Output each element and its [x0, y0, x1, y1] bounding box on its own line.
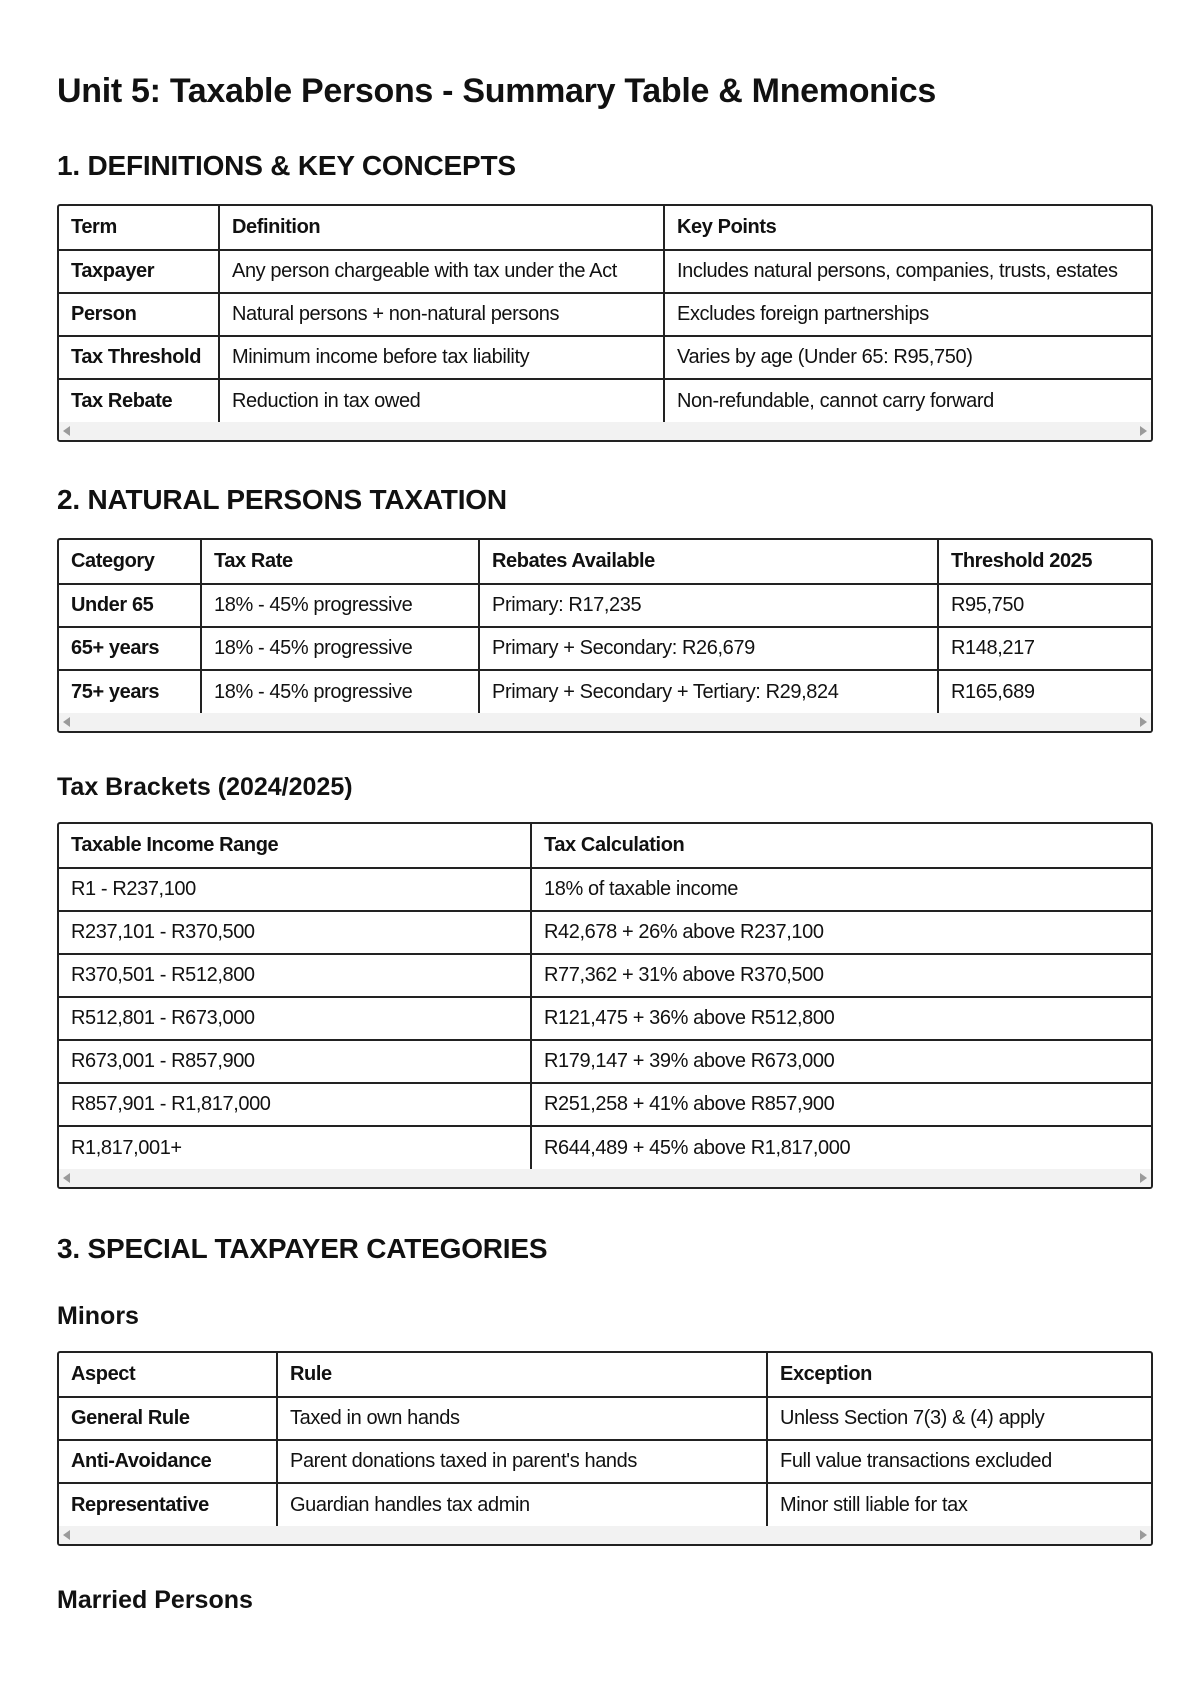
table-cell: Any person chargeable with tax under the Act: [219, 250, 664, 293]
table-cell: Anti-Avoidance: [59, 1440, 277, 1483]
table-cell: Natural persons + non-natural persons: [219, 293, 664, 336]
table-cell: R644,489 + 45% above R1,817,000: [544, 1136, 851, 1159]
table-cell: R179,147 + 39% above R673,000: [531, 1040, 1151, 1083]
table-row: [59, 1440, 1151, 1483]
table-cell: R512,801 - R673,000: [59, 997, 531, 1040]
table-row: [59, 868, 1151, 911]
horizontal-scrollbar[interactable]: [59, 422, 1151, 440]
table-row: [59, 670, 1151, 713]
column-header: Tax Rate: [201, 540, 479, 584]
table-cell: R251,258 + 41% above R857,900: [531, 1083, 1151, 1126]
section-heading-natural-persons: 2. NATURAL PERSONS TAXATION: [57, 484, 507, 515]
section-heading-special-categories: 3. SPECIAL TAXPAYER CATEGORIES: [57, 1233, 548, 1264]
table-cell: General Rule: [59, 1397, 277, 1440]
scroll-right-icon[interactable]: [1140, 1173, 1147, 1183]
natural-persons-table: [59, 540, 1151, 713]
table-cell: R1 - R237,100: [59, 868, 531, 911]
table-cell: Parent donations taxed in parent's hands: [277, 1440, 767, 1483]
table-row: [59, 379, 1151, 422]
table-cell: Excludes foreign partnerships: [664, 293, 1151, 336]
table-cell: Taxpayer: [59, 250, 219, 293]
table-cell: 18% of taxable income: [531, 868, 1151, 911]
table-row: [59, 954, 1151, 997]
table-row: [59, 1083, 1151, 1126]
scroll-right-icon[interactable]: [1140, 1530, 1147, 1540]
table-row: [59, 1040, 1151, 1083]
table-cell: 18% - 45% progressive: [201, 584, 479, 627]
table-row: [59, 1397, 1151, 1440]
scroll-right-icon[interactable]: [1140, 426, 1147, 436]
column-header: Taxable Income Range: [59, 824, 531, 868]
table-cell: Full value transactions excluded: [767, 1440, 1151, 1483]
table-header-row: [59, 206, 1151, 250]
table-cell: 65+ years: [59, 627, 201, 670]
horizontal-scrollbar[interactable]: [59, 1526, 1151, 1544]
table-cell: R1,817,001+: [59, 1126, 531, 1169]
column-header: Tax Calculation: [531, 824, 1151, 868]
tax-brackets-table-container: [57, 822, 1153, 1189]
table-row: [59, 336, 1151, 379]
table-cell: Reduction in tax owed: [219, 379, 664, 422]
scroll-left-icon[interactable]: [63, 1530, 70, 1540]
column-header: Exception: [767, 1353, 1151, 1397]
column-header: Key Points: [664, 206, 1151, 250]
table-cell: Tax Rebate: [59, 379, 219, 422]
column-header: Threshold 2025: [938, 540, 1151, 584]
table-cell: Tax Threshold: [59, 336, 219, 379]
table-cell: R237,101 - R370,500: [59, 911, 531, 954]
table-row: [59, 584, 1151, 627]
table-header-row: [59, 540, 1151, 584]
scroll-left-icon[interactable]: [63, 717, 70, 727]
table-cell: Guardian handles tax admin: [277, 1483, 767, 1526]
column-header: Aspect: [59, 1353, 277, 1397]
table-cell: Taxed in own hands: [277, 1397, 767, 1440]
table-cell: R370,501 - R512,800: [59, 954, 531, 997]
column-header: Category: [59, 540, 201, 584]
table-cell: Representative: [59, 1483, 277, 1526]
table-row: [59, 293, 1151, 336]
subheading-married-persons: Married Persons: [57, 1586, 253, 1614]
subheading-tax-brackets: Tax Brackets (2024/2025): [57, 773, 353, 801]
table-row: [59, 627, 1151, 670]
table-cell: 18% - 45% progressive: [201, 627, 479, 670]
table-cell: Includes natural persons, companies, trusts, estates: [664, 250, 1151, 293]
horizontal-scrollbar[interactable]: [59, 713, 1151, 731]
table-cell: 18% - 45% progressive: [201, 670, 479, 713]
column-header: Definition: [219, 206, 664, 250]
table-header-row: [59, 824, 1151, 868]
scroll-left-icon[interactable]: [63, 426, 70, 436]
definitions-table: [59, 206, 1151, 422]
table-cell: Under 65: [59, 584, 201, 627]
column-header: Term: [59, 206, 219, 250]
table-cell: 75+ years: [59, 670, 201, 713]
table-row: [59, 1483, 1151, 1526]
table-row: [59, 1126, 1151, 1169]
column-header: Rule: [277, 1353, 767, 1397]
tax-brackets-table: [59, 824, 1151, 1169]
table-cell: Primary: R17,235: [479, 584, 938, 627]
page-title: Unit 5: Taxable Persons - Summary Table & Mnemonics: [57, 72, 937, 110]
table-row: [59, 997, 1151, 1040]
table-cell: R77,362 + 31% above R370,500: [531, 954, 1151, 997]
table-cell: R121,475 + 36% above R512,800: [531, 997, 1151, 1040]
table-cell: Unless Section 7(3) & (4) apply: [767, 1397, 1151, 1440]
definitions-table-container: [57, 204, 1153, 442]
scroll-left-icon[interactable]: [63, 1173, 70, 1183]
table-cell: Minor still liable for tax: [780, 1493, 968, 1516]
natural-persons-table-container: [57, 538, 1153, 733]
table-cell: R857,901 - R1,817,000: [59, 1083, 531, 1126]
minors-table-container: [57, 1351, 1153, 1546]
table-cell: Varies by age (Under 65: R95,750): [664, 336, 1151, 379]
table-cell: Person: [59, 293, 219, 336]
table-cell: R673,001 - R857,900: [59, 1040, 531, 1083]
table-cell: R165,689: [951, 680, 1035, 703]
section-heading-definitions: 1. DEFINITIONS & KEY CONCEPTS: [57, 150, 516, 181]
table-row: [59, 250, 1151, 293]
table-cell: Non-refundable, cannot carry forward: [677, 389, 994, 412]
horizontal-scrollbar[interactable]: [59, 1169, 1151, 1187]
subheading-minors: Minors: [57, 1302, 139, 1330]
table-cell: R95,750: [938, 584, 1151, 627]
table-cell: Minimum income before tax liability: [219, 336, 664, 379]
table-cell: R148,217: [938, 627, 1151, 670]
scroll-right-icon[interactable]: [1140, 717, 1147, 727]
table-cell: R42,678 + 26% above R237,100: [531, 911, 1151, 954]
table-header-row: [59, 1353, 1151, 1397]
table-cell: Primary + Secondary + Tertiary: R29,824: [479, 670, 938, 713]
table-cell: Primary + Secondary: R26,679: [479, 627, 938, 670]
column-header: Rebates Available: [479, 540, 938, 584]
minors-table: [59, 1353, 1151, 1526]
table-row: [59, 911, 1151, 954]
